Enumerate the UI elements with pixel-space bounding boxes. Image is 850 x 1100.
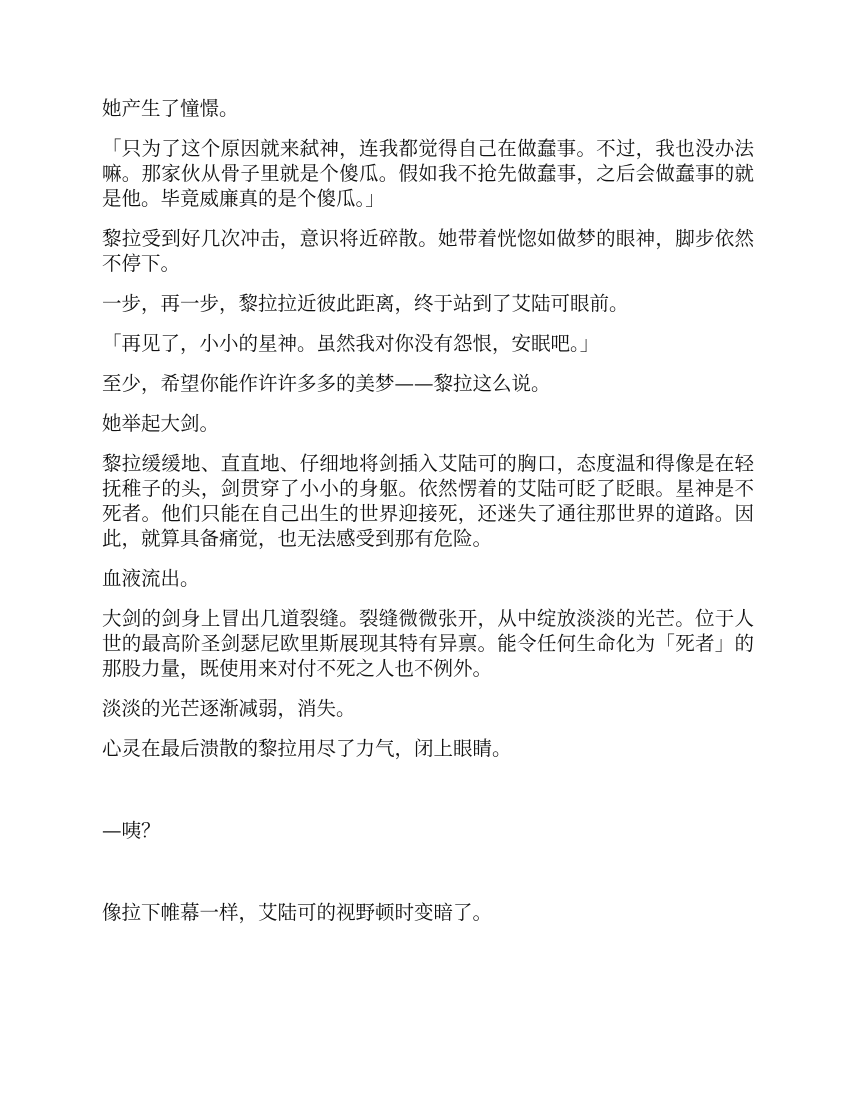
paragraph: 淡淡的光芒逐渐减弱，消失。	[102, 697, 356, 720]
paragraph: 血液流出。	[102, 567, 200, 590]
paragraph: 她产生了憧憬。	[102, 97, 239, 120]
paragraph: 一步，再一步，黎拉拉近彼此距离，终于站到了艾陆可眼前。	[102, 292, 629, 315]
paragraph: 「只为了这个原因就来弑神，连我都觉得自己在做蠢事。不过，我也没办法嘛。那家伙从骨子里就是个傻瓜。假如我不抢先做蠢事，之后会做蠢事的就是他。毕竟威廉真的是个傻瓜。」	[102, 137, 754, 210]
paragraph: 像拉下帷幕一样，艾陆可的视野顿时变暗了。	[102, 901, 493, 924]
paragraph: 大剑的剑身上冒出几道裂缝。裂缝微微张开，从中绽放淡淡的光芒。位于人世的最高阶圣剑瑟尼欧里斯展现其特有异禀。能令任何生命化为「死者」的那股力量，既使用来对付不死之人也不例外。	[102, 607, 754, 680]
paragraph-exclamation: —咦？	[102, 819, 161, 842]
paragraph: 心灵在最后溃散的黎拉用尽了力气，闭上眼睛。	[102, 737, 512, 760]
paragraph: 黎拉受到好几次冲击，意识将近碎散。她带着恍惚如做梦的眼神，脚步依然不停下。	[102, 227, 754, 275]
paragraph: 黎拉缓缓地、直直地、仔细地将剑插入艾陆可的胸口，态度温和得像是在轻抚稚子的头，剑贯穿了小小的身躯。依然愣着的艾陆可眨了眨眼。星神是不死者。他们只能在自己出生的世界迎接死，还迷失了通往那世界的道路。因此，就算具备痛觉，也无法感受到那有危险。	[102, 452, 754, 550]
paragraph: 至少，希望你能作许许多多的美梦——黎拉这么说。	[102, 372, 551, 395]
paragraph: 「再见了，小小的星神。虽然我对你没有怨恨，安眠吧。」	[102, 332, 600, 355]
document-body	[102, 96, 754, 940]
paragraph: 她举起大剑。	[102, 412, 220, 435]
